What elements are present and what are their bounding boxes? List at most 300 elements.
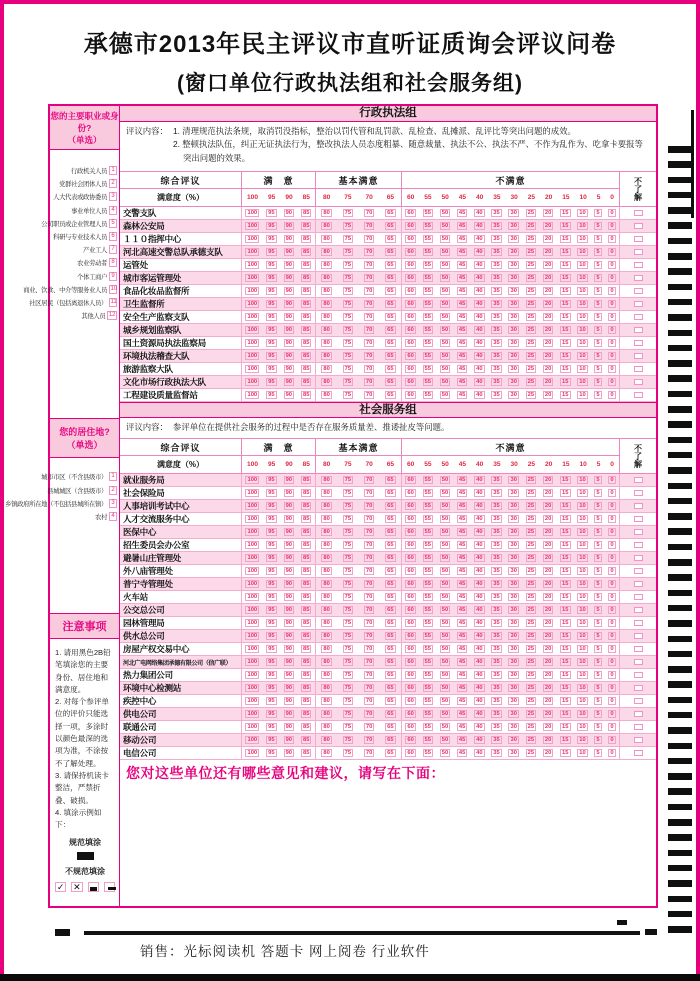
score-fill-bubble[interactable]: 65 [387, 209, 394, 216]
unknown-checkbox[interactable] [634, 477, 643, 483]
score-fill-bubble[interactable]: 65 [387, 476, 394, 483]
score-fill-bubble[interactable]: 55 [424, 326, 431, 333]
score-fill-bubble[interactable]: 25 [527, 697, 535, 704]
score-fill-bubble[interactable]: 50 [441, 476, 449, 483]
score-fill-bubble[interactable]: 55 [424, 671, 431, 678]
score-fill-bubble[interactable]: 0 [610, 593, 614, 600]
score-fill-bubble[interactable]: 90 [285, 222, 293, 229]
score-fill-bubble[interactable]: 15 [562, 222, 569, 229]
score-fill-bubble[interactable]: 25 [527, 300, 535, 307]
score-fill-bubble[interactable]: 90 [285, 710, 293, 717]
score-fill-bubble[interactable]: 70 [365, 528, 373, 535]
score-fill-bubble[interactable]: 50 [441, 580, 449, 587]
score-fill-bubble[interactable]: 5 [596, 736, 600, 743]
score-fill-bubble[interactable]: 55 [424, 300, 431, 307]
score-fill-bubble[interactable]: 5 [596, 528, 600, 535]
score-fill-bubble[interactable]: 55 [424, 528, 431, 535]
score-fill-bubble[interactable]: 50 [441, 710, 449, 717]
score-fill-bubble[interactable]: 5 [596, 606, 600, 613]
score-fill-bubble[interactable]: 35 [493, 606, 500, 613]
score-fill-bubble[interactable]: 50 [441, 606, 449, 613]
score-fill-bubble[interactable]: 5 [596, 684, 600, 691]
unknown-checkbox[interactable] [634, 568, 643, 574]
score-fill-bubble[interactable]: 95 [268, 697, 275, 704]
option-fill-bubble[interactable]: 12 [108, 312, 116, 319]
score-fill-bubble[interactable]: 55 [424, 339, 431, 346]
score-fill-bubble[interactable]: 90 [285, 300, 293, 307]
score-fill-bubble[interactable]: 5 [596, 313, 600, 320]
score-fill-bubble[interactable]: 45 [458, 287, 466, 294]
score-fill-bubble[interactable]: 5 [596, 261, 600, 268]
score-fill-bubble[interactable]: 30 [510, 541, 517, 548]
score-fill-bubble[interactable]: 25 [527, 391, 535, 398]
score-fill-bubble[interactable]: 15 [562, 391, 569, 398]
score-fill-bubble[interactable]: 70 [365, 391, 373, 398]
score-fill-bubble[interactable]: 100 [247, 749, 258, 756]
score-fill-bubble[interactable]: 20 [544, 632, 552, 639]
score-fill-bubble[interactable]: 95 [268, 736, 275, 743]
unknown-checkbox[interactable] [634, 620, 643, 626]
score-fill-bubble[interactable]: 20 [544, 248, 552, 255]
score-fill-bubble[interactable]: 95 [268, 261, 275, 268]
score-fill-bubble[interactable]: 75 [344, 645, 352, 652]
score-fill-bubble[interactable]: 70 [365, 300, 373, 307]
score-fill-bubble[interactable]: 40 [476, 645, 483, 652]
score-fill-bubble[interactable]: 60 [407, 248, 414, 255]
score-fill-bubble[interactable]: 0 [610, 541, 614, 548]
score-fill-bubble[interactable]: 90 [285, 261, 293, 268]
score-fill-bubble[interactable]: 70 [365, 502, 373, 509]
score-fill-bubble[interactable]: 80 [323, 684, 330, 691]
score-fill-bubble[interactable]: 30 [510, 658, 517, 665]
score-fill-bubble[interactable]: 65 [387, 710, 394, 717]
score-fill-bubble[interactable]: 20 [544, 274, 552, 281]
score-fill-bubble[interactable]: 20 [544, 749, 552, 756]
score-fill-bubble[interactable]: 5 [596, 749, 600, 756]
unknown-checkbox[interactable] [634, 659, 643, 665]
score-fill-bubble[interactable]: 45 [458, 476, 466, 483]
score-fill-bubble[interactable]: 95 [268, 378, 275, 385]
score-fill-bubble[interactable]: 40 [476, 580, 483, 587]
score-fill-bubble[interactable]: 65 [387, 248, 394, 255]
score-fill-bubble[interactable]: 30 [510, 671, 517, 678]
suggestion-writing-area[interactable] [120, 786, 656, 906]
score-fill-bubble[interactable]: 5 [596, 723, 600, 730]
score-fill-bubble[interactable]: 50 [441, 222, 449, 229]
score-fill-bubble[interactable]: 30 [510, 476, 517, 483]
score-fill-bubble[interactable]: 70 [365, 554, 373, 561]
score-fill-bubble[interactable]: 10 [579, 684, 586, 691]
score-fill-bubble[interactable]: 50 [441, 697, 449, 704]
score-fill-bubble[interactable]: 55 [424, 684, 431, 691]
score-fill-bubble[interactable]: 100 [247, 502, 258, 509]
score-fill-bubble[interactable]: 80 [323, 300, 330, 307]
score-fill-bubble[interactable]: 0 [610, 476, 614, 483]
score-fill-bubble[interactable]: 45 [458, 209, 466, 216]
score-fill-bubble[interactable]: 85 [303, 515, 310, 522]
unknown-checkbox[interactable] [634, 555, 643, 561]
score-fill-bubble[interactable]: 10 [579, 632, 586, 639]
score-fill-bubble[interactable]: 60 [407, 476, 414, 483]
score-fill-bubble[interactable]: 50 [441, 528, 449, 535]
score-fill-bubble[interactable]: 100 [247, 645, 258, 652]
score-fill-bubble[interactable]: 60 [407, 391, 414, 398]
score-fill-bubble[interactable]: 0 [610, 248, 614, 255]
score-fill-bubble[interactable]: 90 [285, 209, 293, 216]
score-fill-bubble[interactable]: 30 [510, 502, 517, 509]
score-fill-bubble[interactable]: 55 [424, 378, 431, 385]
unknown-checkbox[interactable] [634, 223, 643, 229]
score-fill-bubble[interactable]: 80 [323, 736, 330, 743]
score-fill-bubble[interactable]: 95 [268, 300, 275, 307]
score-fill-bubble[interactable]: 10 [579, 541, 586, 548]
score-fill-bubble[interactable]: 75 [344, 515, 352, 522]
score-fill-bubble[interactable]: 40 [476, 352, 483, 359]
score-fill-bubble[interactable]: 60 [407, 593, 414, 600]
score-fill-bubble[interactable]: 95 [268, 567, 275, 574]
score-fill-bubble[interactable]: 55 [424, 645, 431, 652]
score-fill-bubble[interactable]: 0 [610, 313, 614, 320]
score-fill-bubble[interactable]: 5 [596, 710, 600, 717]
score-fill-bubble[interactable]: 5 [596, 378, 600, 385]
score-fill-bubble[interactable]: 80 [323, 593, 330, 600]
score-fill-bubble[interactable]: 0 [610, 222, 614, 229]
score-fill-bubble[interactable]: 80 [323, 658, 330, 665]
score-fill-bubble[interactable]: 40 [476, 476, 483, 483]
score-fill-bubble[interactable]: 90 [285, 567, 293, 574]
score-fill-bubble[interactable]: 90 [285, 235, 293, 242]
score-fill-bubble[interactable]: 35 [493, 339, 500, 346]
score-fill-bubble[interactable]: 70 [365, 658, 373, 665]
score-fill-bubble[interactable]: 80 [323, 489, 330, 496]
score-fill-bubble[interactable]: 70 [365, 339, 373, 346]
score-fill-bubble[interactable]: 60 [407, 235, 414, 242]
score-fill-bubble[interactable]: 70 [365, 274, 373, 281]
score-fill-bubble[interactable]: 65 [387, 645, 394, 652]
unknown-checkbox[interactable] [634, 236, 643, 242]
score-fill-bubble[interactable]: 20 [544, 671, 552, 678]
score-fill-bubble[interactable]: 5 [596, 339, 600, 346]
score-fill-bubble[interactable]: 65 [387, 736, 394, 743]
score-fill-bubble[interactable]: 55 [424, 274, 431, 281]
score-fill-bubble[interactable]: 50 [441, 684, 449, 691]
score-fill-bubble[interactable]: 45 [458, 339, 466, 346]
score-fill-bubble[interactable]: 90 [285, 476, 293, 483]
score-fill-bubble[interactable]: 50 [441, 645, 449, 652]
score-fill-bubble[interactable]: 70 [365, 209, 373, 216]
score-fill-bubble[interactable]: 60 [407, 684, 414, 691]
score-fill-bubble[interactable]: 90 [285, 365, 293, 372]
score-fill-bubble[interactable]: 15 [562, 541, 569, 548]
score-fill-bubble[interactable]: 15 [562, 632, 569, 639]
score-fill-bubble[interactable]: 55 [424, 593, 431, 600]
score-fill-bubble[interactable]: 75 [344, 209, 352, 216]
score-fill-bubble[interactable]: 90 [285, 593, 293, 600]
score-fill-bubble[interactable]: 100 [247, 684, 258, 691]
score-fill-bubble[interactable]: 5 [596, 222, 600, 229]
score-fill-bubble[interactable]: 15 [562, 749, 569, 756]
score-fill-bubble[interactable]: 80 [323, 567, 330, 574]
score-fill-bubble[interactable]: 10 [579, 235, 586, 242]
score-fill-bubble[interactable]: 100 [247, 671, 258, 678]
score-fill-bubble[interactable]: 45 [458, 515, 466, 522]
score-fill-bubble[interactable]: 80 [323, 710, 330, 717]
score-fill-bubble[interactable]: 40 [476, 749, 483, 756]
score-fill-bubble[interactable]: 30 [510, 554, 517, 561]
score-fill-bubble[interactable]: 95 [268, 671, 275, 678]
score-fill-bubble[interactable]: 45 [458, 502, 466, 509]
unknown-checkbox[interactable] [634, 288, 643, 294]
score-fill-bubble[interactable]: 95 [268, 248, 275, 255]
score-fill-bubble[interactable]: 45 [458, 300, 466, 307]
score-fill-bubble[interactable]: 75 [344, 378, 352, 385]
score-fill-bubble[interactable]: 55 [424, 697, 431, 704]
score-fill-bubble[interactable]: 0 [610, 554, 614, 561]
score-fill-bubble[interactable]: 55 [424, 248, 431, 255]
score-fill-bubble[interactable]: 65 [387, 515, 394, 522]
score-fill-bubble[interactable]: 10 [579, 749, 586, 756]
score-fill-bubble[interactable]: 90 [285, 274, 293, 281]
score-fill-bubble[interactable]: 90 [285, 632, 293, 639]
score-fill-bubble[interactable]: 0 [610, 645, 614, 652]
unknown-checkbox[interactable] [634, 646, 643, 652]
score-fill-bubble[interactable]: 60 [407, 300, 414, 307]
score-fill-bubble[interactable]: 60 [407, 671, 414, 678]
score-fill-bubble[interactable]: 65 [387, 365, 394, 372]
score-fill-bubble[interactable]: 60 [407, 606, 414, 613]
score-fill-bubble[interactable]: 90 [285, 502, 293, 509]
score-fill-bubble[interactable]: 80 [323, 222, 330, 229]
score-fill-bubble[interactable]: 20 [544, 352, 552, 359]
score-fill-bubble[interactable]: 65 [387, 287, 394, 294]
score-fill-bubble[interactable]: 15 [562, 300, 569, 307]
score-fill-bubble[interactable]: 70 [365, 619, 373, 626]
score-fill-bubble[interactable]: 70 [365, 632, 373, 639]
score-fill-bubble[interactable]: 90 [285, 554, 293, 561]
score-fill-bubble[interactable]: 65 [387, 593, 394, 600]
unknown-checkbox[interactable] [634, 366, 643, 372]
score-fill-bubble[interactable]: 15 [562, 274, 569, 281]
score-fill-bubble[interactable]: 25 [527, 710, 535, 717]
score-fill-bubble[interactable]: 25 [527, 580, 535, 587]
score-fill-bubble[interactable]: 70 [365, 645, 373, 652]
score-fill-bubble[interactable]: 80 [323, 476, 330, 483]
score-fill-bubble[interactable]: 90 [285, 580, 293, 587]
score-fill-bubble[interactable]: 85 [303, 476, 310, 483]
score-fill-bubble[interactable]: 15 [562, 235, 569, 242]
score-fill-bubble[interactable]: 25 [527, 313, 535, 320]
score-fill-bubble[interactable]: 15 [562, 313, 569, 320]
score-fill-bubble[interactable]: 5 [596, 619, 600, 626]
score-fill-bubble[interactable]: 15 [562, 736, 569, 743]
score-fill-bubble[interactable]: 85 [303, 502, 310, 509]
score-fill-bubble[interactable]: 20 [544, 326, 552, 333]
score-fill-bubble[interactable]: 25 [527, 248, 535, 255]
score-fill-bubble[interactable]: 80 [323, 274, 330, 281]
score-fill-bubble[interactable]: 55 [424, 261, 431, 268]
score-fill-bubble[interactable]: 10 [579, 567, 586, 574]
score-fill-bubble[interactable]: 0 [610, 352, 614, 359]
score-fill-bubble[interactable]: 65 [387, 352, 394, 359]
score-fill-bubble[interactable]: 20 [544, 567, 552, 574]
score-fill-bubble[interactable]: 10 [579, 645, 586, 652]
score-fill-bubble[interactable]: 10 [579, 619, 586, 626]
score-fill-bubble[interactable]: 60 [407, 710, 414, 717]
score-fill-bubble[interactable]: 80 [323, 391, 330, 398]
score-fill-bubble[interactable]: 90 [285, 619, 293, 626]
score-fill-bubble[interactable]: 5 [596, 352, 600, 359]
score-fill-bubble[interactable]: 85 [303, 541, 310, 548]
score-fill-bubble[interactable]: 15 [562, 489, 569, 496]
score-fill-bubble[interactable]: 80 [323, 619, 330, 626]
score-fill-bubble[interactable]: 0 [610, 671, 614, 678]
score-fill-bubble[interactable]: 0 [610, 287, 614, 294]
score-fill-bubble[interactable]: 85 [303, 209, 310, 216]
score-fill-bubble[interactable]: 30 [510, 567, 517, 574]
score-fill-bubble[interactable]: 25 [527, 723, 535, 730]
score-fill-bubble[interactable]: 85 [303, 248, 310, 255]
score-fill-bubble[interactable]: 85 [303, 261, 310, 268]
score-fill-bubble[interactable]: 95 [268, 528, 275, 535]
score-fill-bubble[interactable]: 25 [527, 645, 535, 652]
score-fill-bubble[interactable]: 100 [247, 300, 258, 307]
score-fill-bubble[interactable]: 55 [424, 710, 431, 717]
score-fill-bubble[interactable]: 80 [323, 352, 330, 359]
score-fill-bubble[interactable]: 15 [562, 684, 569, 691]
score-fill-bubble[interactable]: 0 [610, 274, 614, 281]
score-fill-bubble[interactable]: 55 [424, 391, 431, 398]
score-fill-bubble[interactable]: 0 [610, 710, 614, 717]
score-fill-bubble[interactable]: 35 [493, 287, 500, 294]
score-fill-bubble[interactable]: 40 [476, 658, 483, 665]
score-fill-bubble[interactable]: 60 [407, 339, 414, 346]
score-fill-bubble[interactable]: 15 [562, 476, 569, 483]
score-fill-bubble[interactable]: 30 [510, 248, 517, 255]
score-fill-bubble[interactable]: 75 [344, 489, 352, 496]
score-fill-bubble[interactable]: 55 [424, 619, 431, 626]
score-fill-bubble[interactable]: 90 [285, 697, 293, 704]
score-fill-bubble[interactable]: 80 [323, 378, 330, 385]
score-fill-bubble[interactable]: 10 [579, 593, 586, 600]
score-fill-bubble[interactable]: 10 [579, 222, 586, 229]
score-fill-bubble[interactable]: 60 [407, 489, 414, 496]
score-fill-bubble[interactable]: 5 [596, 515, 600, 522]
score-fill-bubble[interactable]: 60 [407, 261, 414, 268]
unknown-checkbox[interactable] [634, 353, 643, 359]
score-fill-bubble[interactable]: 60 [407, 645, 414, 652]
score-fill-bubble[interactable]: 25 [527, 378, 535, 385]
score-fill-bubble[interactable]: 35 [493, 209, 500, 216]
score-fill-bubble[interactable]: 80 [323, 261, 330, 268]
score-fill-bubble[interactable]: 85 [303, 632, 310, 639]
score-fill-bubble[interactable]: 75 [344, 313, 352, 320]
score-fill-bubble[interactable]: 100 [247, 567, 258, 574]
unknown-checkbox[interactable] [634, 249, 643, 255]
score-fill-bubble[interactable]: 0 [610, 697, 614, 704]
score-fill-bubble[interactable]: 70 [365, 710, 373, 717]
score-fill-bubble[interactable]: 85 [303, 671, 310, 678]
score-fill-bubble[interactable]: 85 [303, 710, 310, 717]
score-fill-bubble[interactable]: 100 [247, 554, 258, 561]
score-fill-bubble[interactable]: 50 [441, 723, 449, 730]
score-fill-bubble[interactable]: 70 [365, 222, 373, 229]
score-fill-bubble[interactable]: 45 [458, 326, 466, 333]
score-fill-bubble[interactable]: 100 [247, 541, 258, 548]
score-fill-bubble[interactable]: 65 [387, 684, 394, 691]
score-fill-bubble[interactable]: 5 [596, 567, 600, 574]
score-fill-bubble[interactable]: 35 [493, 352, 500, 359]
score-fill-bubble[interactable]: 100 [247, 365, 258, 372]
score-fill-bubble[interactable]: 25 [527, 554, 535, 561]
score-fill-bubble[interactable]: 25 [527, 671, 535, 678]
option-fill-bubble[interactable]: 8 [109, 258, 117, 267]
unknown-checkbox[interactable] [634, 503, 643, 509]
score-fill-bubble[interactable]: 20 [544, 619, 552, 626]
score-fill-bubble[interactable]: 10 [579, 248, 586, 255]
score-fill-bubble[interactable]: 90 [285, 352, 293, 359]
score-fill-bubble[interactable]: 65 [387, 619, 394, 626]
score-fill-bubble[interactable]: 15 [562, 365, 569, 372]
score-fill-bubble[interactable]: 40 [476, 365, 483, 372]
score-fill-bubble[interactable]: 95 [268, 365, 275, 372]
score-fill-bubble[interactable]: 0 [610, 365, 614, 372]
score-fill-bubble[interactable]: 20 [544, 489, 552, 496]
score-fill-bubble[interactable]: 55 [424, 580, 431, 587]
score-fill-bubble[interactable]: 100 [247, 391, 258, 398]
unknown-checkbox[interactable] [634, 210, 643, 216]
score-fill-bubble[interactable]: 65 [387, 606, 394, 613]
score-fill-bubble[interactable]: 95 [268, 723, 275, 730]
score-fill-bubble[interactable]: 0 [610, 632, 614, 639]
score-fill-bubble[interactable]: 50 [441, 235, 449, 242]
score-fill-bubble[interactable]: 80 [323, 502, 330, 509]
score-fill-bubble[interactable]: 60 [407, 378, 414, 385]
score-fill-bubble[interactable]: 100 [247, 287, 258, 294]
score-fill-bubble[interactable]: 10 [579, 554, 586, 561]
score-fill-bubble[interactable]: 75 [344, 235, 352, 242]
score-fill-bubble[interactable]: 100 [247, 235, 258, 242]
score-fill-bubble[interactable]: 45 [458, 580, 466, 587]
score-fill-bubble[interactable]: 90 [285, 378, 293, 385]
score-fill-bubble[interactable]: 80 [323, 749, 330, 756]
score-fill-bubble[interactable]: 10 [579, 209, 586, 216]
score-fill-bubble[interactable]: 5 [596, 502, 600, 509]
score-fill-bubble[interactable]: 100 [247, 261, 258, 268]
score-fill-bubble[interactable]: 30 [510, 287, 517, 294]
score-fill-bubble[interactable]: 50 [441, 736, 449, 743]
score-fill-bubble[interactable]: 25 [527, 222, 535, 229]
score-fill-bubble[interactable]: 30 [510, 489, 517, 496]
score-fill-bubble[interactable]: 80 [323, 528, 330, 535]
score-fill-bubble[interactable]: 80 [323, 515, 330, 522]
score-fill-bubble[interactable]: 60 [407, 723, 414, 730]
score-fill-bubble[interactable]: 75 [344, 606, 352, 613]
score-fill-bubble[interactable]: 40 [476, 684, 483, 691]
score-fill-bubble[interactable]: 35 [493, 658, 500, 665]
score-fill-bubble[interactable]: 45 [458, 352, 466, 359]
score-fill-bubble[interactable]: 30 [510, 365, 517, 372]
score-fill-bubble[interactable]: 15 [562, 554, 569, 561]
score-fill-bubble[interactable]: 95 [268, 632, 275, 639]
unknown-checkbox[interactable] [634, 594, 643, 600]
option-fill-bubble[interactable]: 3 [109, 499, 117, 508]
score-fill-bubble[interactable]: 30 [510, 378, 517, 385]
score-fill-bubble[interactable]: 65 [387, 339, 394, 346]
score-fill-bubble[interactable]: 15 [562, 567, 569, 574]
score-fill-bubble[interactable]: 10 [579, 528, 586, 535]
score-fill-bubble[interactable]: 10 [579, 697, 586, 704]
score-fill-bubble[interactable]: 45 [458, 274, 466, 281]
